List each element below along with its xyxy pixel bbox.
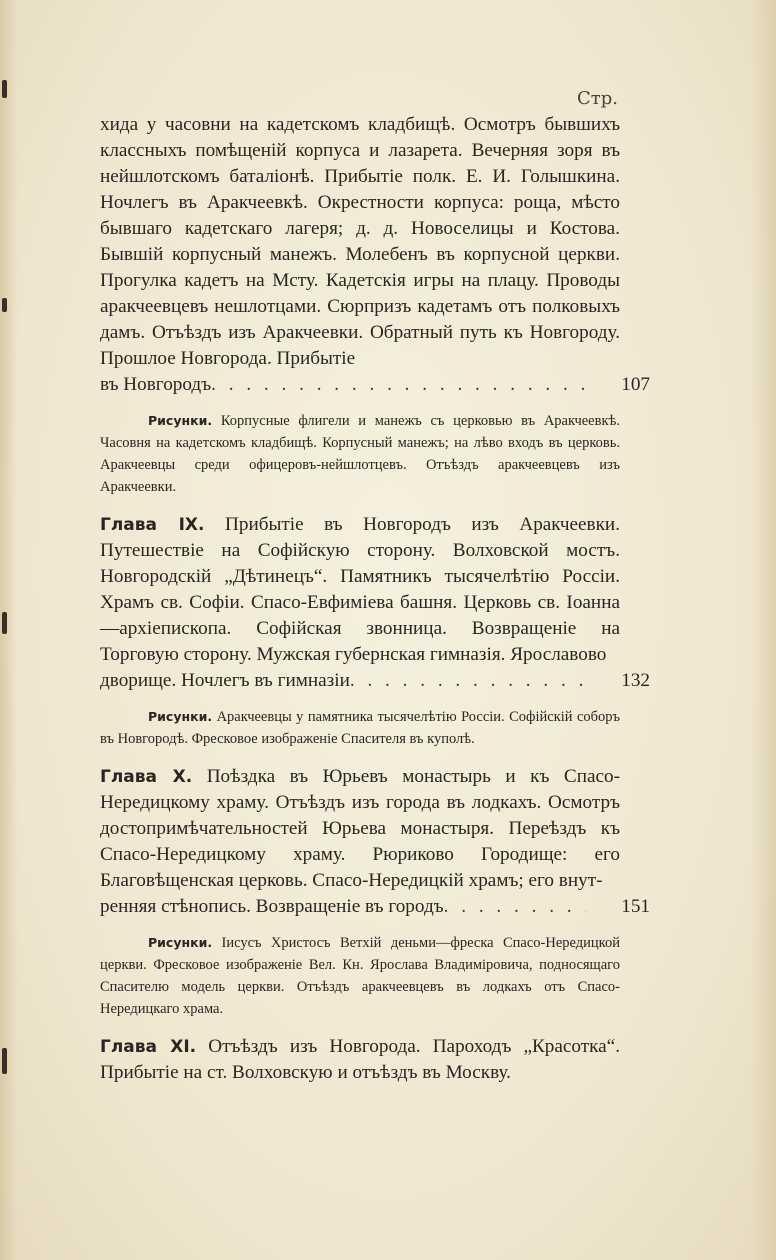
figures-text: Аракчеевцы у памятника тысячелѣтію Россіи. Софійскій соборъ въ Новгородѣ. Фресковое изображеніе Спасителя въ куполѣ. — [100, 709, 621, 747]
page-number: 151 — [621, 896, 650, 917]
entry-last-text: ренняя стѣнопись. Возвращеніе въ городъ — [100, 896, 444, 917]
entry-text — [100, 764, 620, 894]
chapter-text: Отъѣздъ изъ Новгорода. Пароходъ „Красотка“. Прибытіе на ст. Волховскую и отъѣздъ въ Москву. — [100, 1036, 620, 1083]
figures-list — [100, 410, 620, 498]
entry-last-text: въ Новгородъ — [100, 374, 212, 395]
figures-label: Рисунки. — [148, 413, 213, 428]
page-right-edge — [750, 0, 776, 1260]
contents-entry — [100, 112, 650, 398]
dot-leader — [444, 894, 586, 920]
figures-label: Рисунки. — [148, 709, 213, 724]
binding-mark — [2, 298, 7, 312]
chapter-text: Прибытіе въ Новгородъ изъ Аракчеевки. Путешествіе на Софійскую сторону. Волховской мостъ. Новгородскій „Дѣтинецъ“. Памятникъ тысячелѣтію Россіи. Храмъ св. Софіи. Спасо-Евфиміева башня. Церковь св. Іоанна—архіепископа. Софійская звонница. Возвращеніе на Торговую сторону. Мужская губернская гимназія. Ярославово — [100, 514, 621, 665]
chapter-label: Глава IX. — [100, 515, 205, 535]
dot-leader — [350, 668, 586, 694]
contents-column — [100, 112, 650, 1086]
figures-list — [100, 932, 620, 1020]
figures-text: Корпусные флигели и манежъ съ церковью въ Аракчеевкѣ. Часовня на кадетскомъ кладбищѣ. Корпусный манежъ; на лѣво входъ въ церковь. Аракчеевцы среди офицеровъ-нейшлотцевъ. Отъѣздъ аракчеевцевъ изъ Аракчеевки. — [100, 413, 621, 495]
entry-last-line — [100, 894, 650, 920]
binding-mark — [2, 1048, 7, 1074]
page-column-header: Стр. — [577, 88, 618, 109]
chapter-text: Поѣздка въ Юрьевъ монастырь и къ Спасо-Нередицкому храму. Отъѣздъ изъ города въ лодкахъ. Осмотръ достопримѣчательностей Юрьева монастыря. Переѣздъ къ Спасо-Нередицкому храму. Рюриково Городище: его Благовѣщенская церковь. Спасо-Нередицкій храмъ; его внут- — [100, 766, 621, 891]
entry-last-line — [100, 668, 650, 694]
contents-entry — [100, 764, 650, 920]
figures-list — [100, 706, 620, 750]
chapter-label: Глава XI. — [100, 1037, 197, 1057]
page-number: 132 — [621, 670, 650, 691]
binding-mark — [2, 80, 7, 98]
chapter-label: Глава X. — [100, 767, 193, 787]
page-number: 107 — [621, 374, 650, 395]
figures-label: Рисунки. — [148, 935, 213, 950]
entry-last-text: дворище. Ночлегъ въ гимназіи — [100, 670, 350, 691]
contents-entry — [100, 1034, 620, 1086]
dot-leader — [211, 372, 586, 398]
entry-text: хида у часовни на кадетскомъ кладбищѣ. Осмотръ бывшихъ классныхъ помѣщеній корпуса и лазарета. Вечерняя зоря въ нейшлотскомъ баталіонѣ. Прибытіе полк. Е. И. Голышкина. Ночлегъ въ Аракчеевкѣ. Окрестности корпуса: роща, мѣсто бывшаго кадетскаго лагеря; д. д. Новоселицы и Костова. Бывшій корпусный манежъ. Молебенъ въ корпусной церкви. Прогулка кадетъ на Мсту. Кадетскія игры на плацу. Проводы аракчеевцевъ нешлотцами. Сюрпризъ кадетамъ отъ полковыхъ дамъ. Отъѣздъ изъ Аракчеевки. Обратный путь къ Новгороду. Прошлое Новгорода. Прибытіе — [100, 114, 620, 369]
entry-text — [100, 1034, 620, 1086]
entry-last-line — [100, 372, 650, 398]
figures-text: Іисусъ Христосъ Ветхій деньми—фреска Спасо-Нередицкой церкви. Фресковое изображеніе Вел. Кн. Ярослава Владиміровича, подносящаго Спасителю модель церкви. Отъѣздъ аракчеевцевъ въ лодкахъ отъ Спасо-Нередицкаго храма. — [100, 935, 620, 1017]
entry-text — [100, 512, 620, 668]
binding-mark — [2, 612, 7, 634]
contents-entry — [100, 512, 650, 694]
